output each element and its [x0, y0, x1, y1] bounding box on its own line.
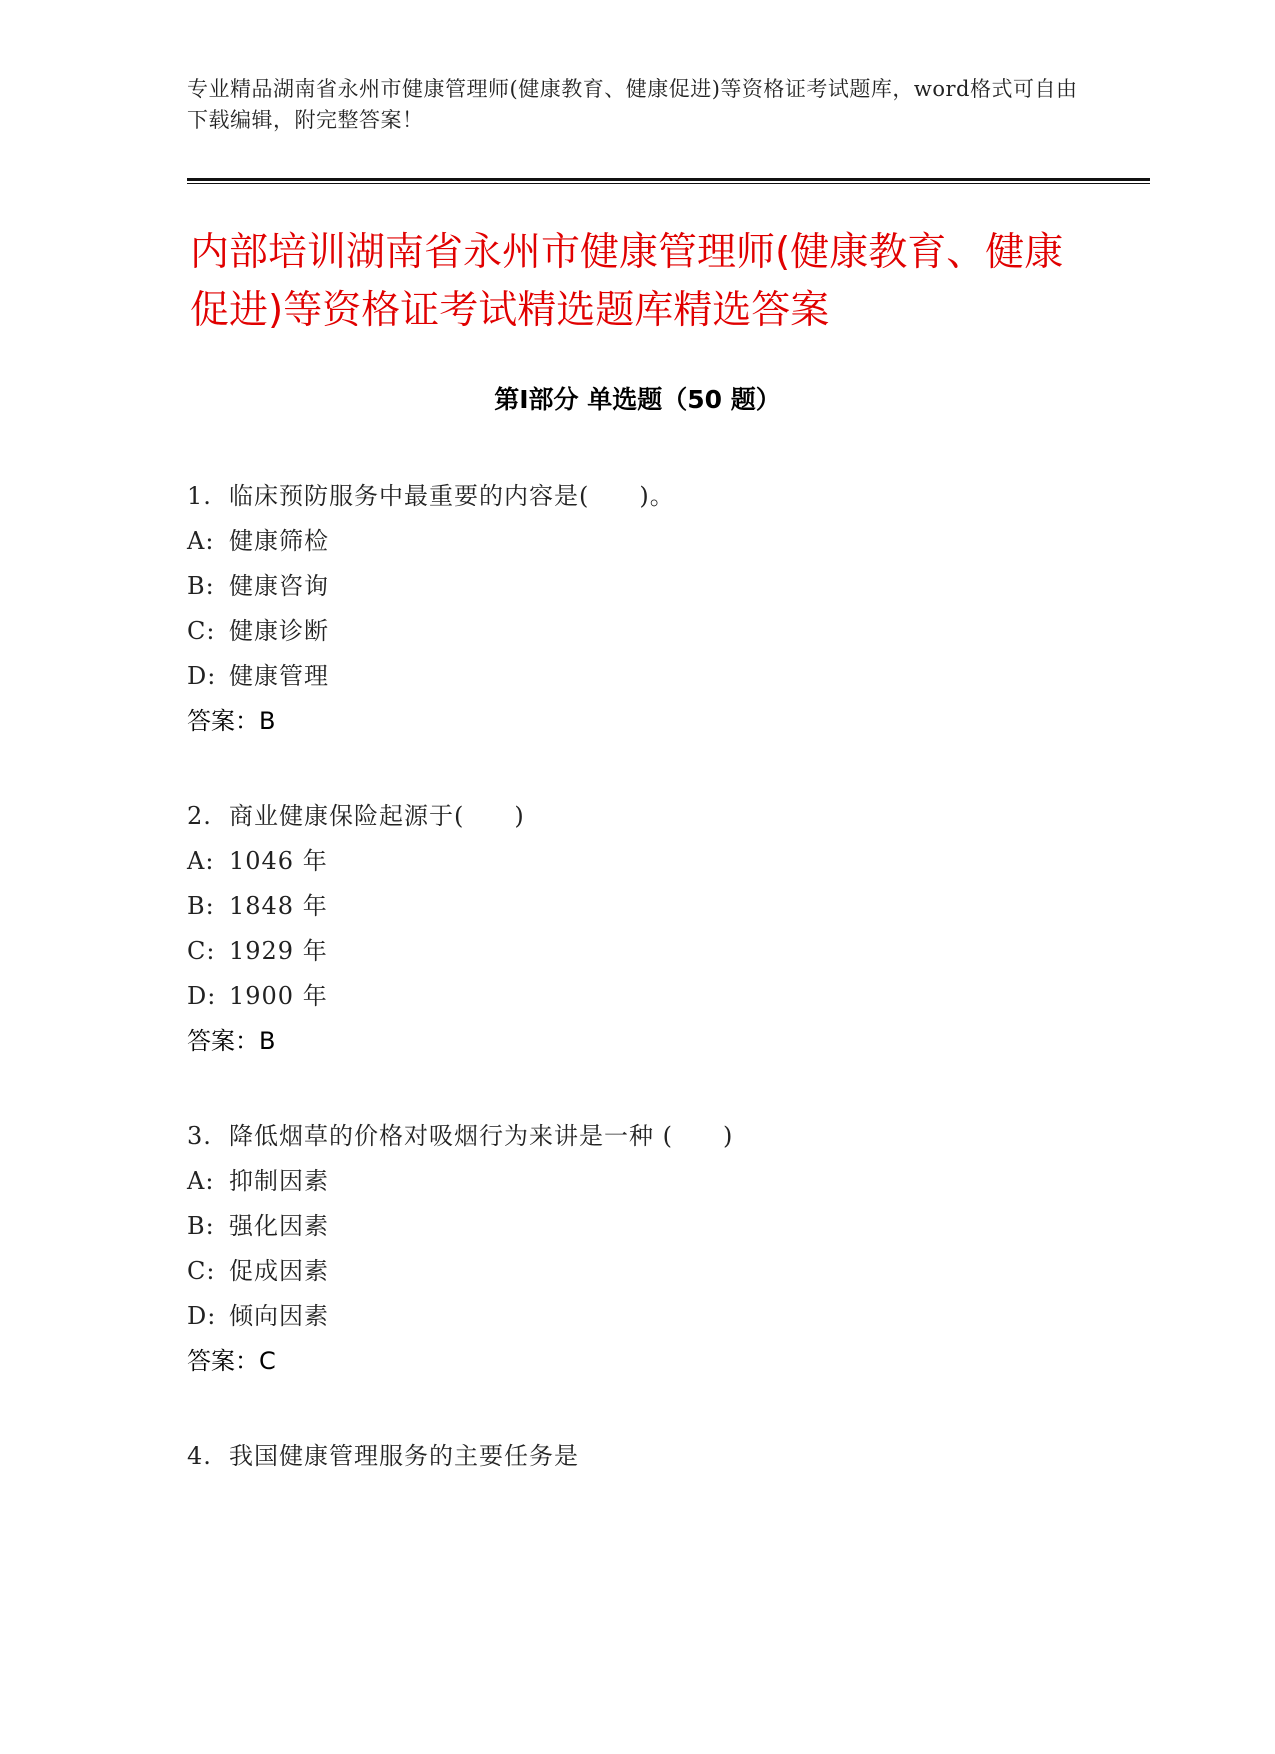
- option-letter: C:: [187, 937, 216, 965]
- option-text: 1900 年: [229, 982, 328, 1010]
- header-divider-thin: [187, 183, 1150, 184]
- question-2: [187, 794, 1087, 1114]
- option-text: 倾向因素: [229, 1302, 329, 1330]
- option-text: 健康咨询: [229, 572, 329, 600]
- question-stem: [187, 1434, 1087, 1479]
- question-text: 商业健康保险起源于( ): [229, 802, 525, 830]
- option-d: [187, 1294, 1087, 1339]
- option-a: [187, 519, 1087, 564]
- answer-line: 答案：B: [187, 707, 276, 735]
- option-text: 健康筛检: [229, 527, 329, 555]
- question-number: 1.: [187, 482, 212, 510]
- option-a: [187, 1159, 1087, 1204]
- option-c: [187, 1249, 1087, 1294]
- option-text: 1929 年: [229, 937, 328, 965]
- option-b: [187, 884, 1087, 929]
- option-c: [187, 929, 1087, 974]
- option-letter: C:: [187, 1257, 216, 1285]
- question-1: [187, 474, 1087, 794]
- option-letter: B:: [187, 1212, 215, 1240]
- option-d: [187, 974, 1087, 1019]
- document-title: 内部培训湖南省永州市健康管理师(健康教育、健康促进)等资格证考试精选题库精选答案: [190, 230, 1064, 333]
- question-stem: [187, 794, 1087, 839]
- question-text: 降低烟草的价格对吸烟行为来讲是一种 ( ): [229, 1122, 734, 1150]
- question-text: 临床预防服务中最重要的内容是( )。: [229, 482, 675, 510]
- header-divider-thick: [187, 178, 1150, 181]
- option-letter: C:: [187, 617, 216, 645]
- option-letter: A:: [187, 1167, 215, 1195]
- option-letter: D:: [187, 1302, 217, 1330]
- question-text: 我国健康管理服务的主要任务是: [229, 1442, 579, 1470]
- option-letter: B:: [187, 892, 215, 920]
- option-d: [187, 654, 1087, 699]
- question-stem: [187, 1114, 1087, 1159]
- option-letter: A:: [187, 847, 215, 875]
- answer-line: 答案：B: [187, 1027, 276, 1055]
- option-text: 健康诊断: [229, 617, 329, 645]
- option-letter: B:: [187, 572, 215, 600]
- question-stem: [187, 474, 1087, 519]
- option-letter: D:: [187, 982, 217, 1010]
- option-letter: D:: [187, 662, 217, 690]
- question-3: [187, 1114, 1087, 1434]
- question-number: 3.: [187, 1122, 212, 1150]
- question-4: [187, 1434, 1087, 1754]
- option-text: 抑制因素: [229, 1167, 329, 1195]
- option-c: [187, 609, 1087, 654]
- option-b: [187, 1204, 1087, 1249]
- option-text: 1046 年: [229, 847, 328, 875]
- option-a: [187, 839, 1087, 884]
- question-number: 4.: [187, 1442, 212, 1470]
- option-b: [187, 564, 1087, 609]
- section-heading: 第Ⅰ部分 单选题（50 题）: [494, 385, 781, 414]
- answer-line: 答案：C: [187, 1347, 276, 1375]
- question-list: [187, 474, 1087, 1754]
- question-number: 2.: [187, 802, 212, 830]
- option-text: 促成因素: [229, 1257, 329, 1285]
- option-text: 强化因素: [229, 1212, 329, 1240]
- header-note: 专业精品湖南省永州市健康管理师(健康教育、健康促进)等资格证考试题库，word格式可自由下载编辑，附完整答案！: [187, 77, 1078, 132]
- option-text: 1848 年: [229, 892, 328, 920]
- option-letter: A:: [187, 527, 215, 555]
- option-text: 健康管理: [229, 662, 329, 690]
